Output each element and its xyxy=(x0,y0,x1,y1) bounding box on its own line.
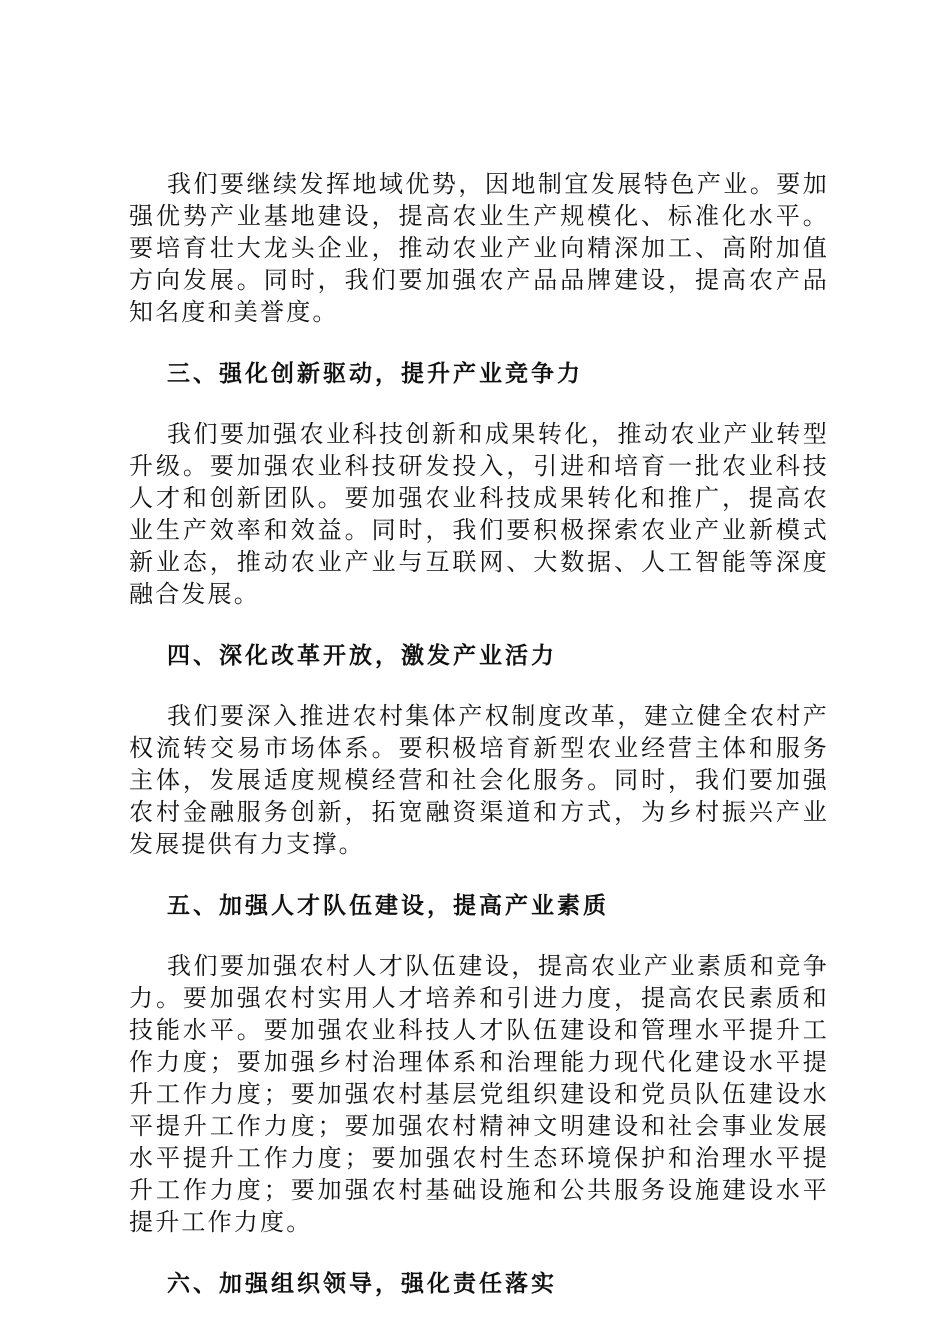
paragraph-specialty-industry: 我们要继续发挥地域优势，因地制宜发展特色产业。要加强优势产业基地建设，提高农业生产规模化、标准化水平。要培育壮大龙头企业，推动农业产业向精深加工、高附加值方向发展。同时，我们要加强农产品品牌建设，提高农产品知名度和美誉度。 xyxy=(129,170,829,326)
paragraph-reform: 我们要深入推进农村集体产权制度改革，建立健全农村产权流转交易市场体系。要积极培育新型农业经营主体和服务主体，发展适度规模经营和社会化服务。同时，我们要加强农村金融服务创新，拓宽融资渠道和方式，为乡村振兴产业发展提供有力支撑。 xyxy=(129,702,829,858)
paragraph-innovation: 我们要加强农业科技创新和成果转化，推动农业产业转型升级。要加强农业科技研发投入，引进和培育一批农业科技人才和创新团队。要加强农业科技成果转化和推广，提高农业生产效率和效益。同时，我们要积极探索农业产业新模式新业态，推动农业产业与互联网、大数据、人工智能等深度融合发展。 xyxy=(129,420,829,608)
heading-section-3: 三、强化创新驱动，提升产业竞争力 xyxy=(167,361,583,387)
heading-section-4: 四、深化改革开放，激发产业活力 xyxy=(167,643,557,669)
document-body xyxy=(129,168,829,1300)
paragraph-talent: 我们要加强农村人才队伍建设，提高农业产业素质和竞争力。要加强农村实用人才培养和引进力度，提高农民素质和技能水平。要加强农业科技人才队伍建设和管理水平提升工作力度；要加强乡村治理体系和治理能力现代化建设水平提升工作力度；要加强农村基层党组织建设和党员队伍建设水平提升工作力度；要加强农村精神文明建设和社会事业发展水平提升工作力度；要加强农村生态环境保护和治理水平提升工作力度；要加强农村基础设施和公共服务设施建设水平提升工作力度。 xyxy=(129,952,829,1236)
heading-section-6: 六、加强组织领导，强化责任落实 xyxy=(167,1271,557,1297)
heading-section-5: 五、加强人才队伍建设，提高产业素质 xyxy=(167,893,609,919)
